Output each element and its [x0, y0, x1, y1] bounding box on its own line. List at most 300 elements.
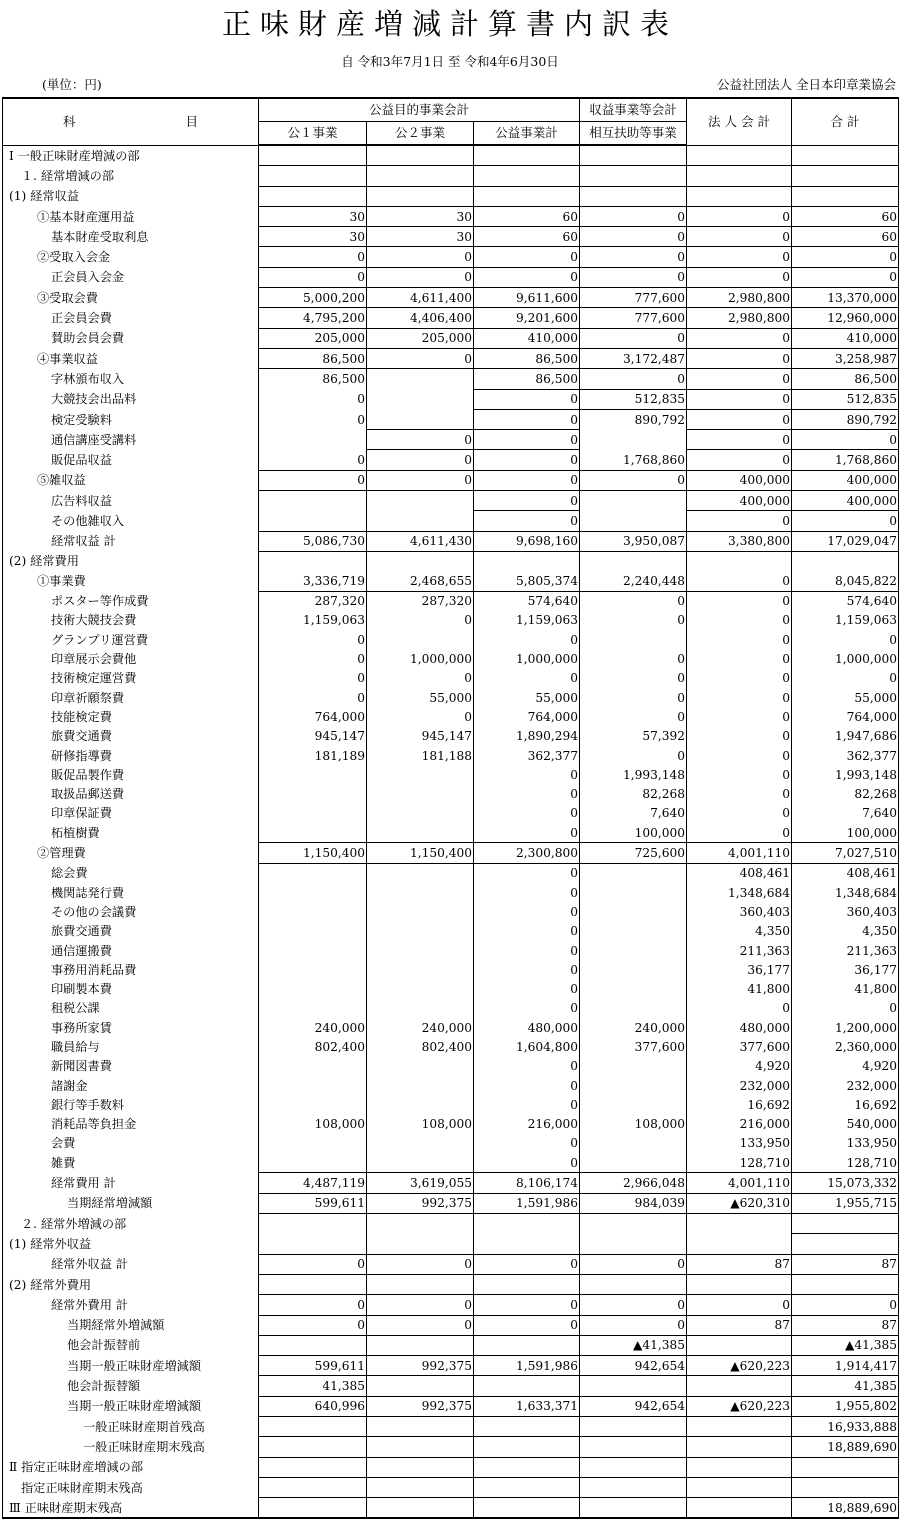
value-corporate-accounting — [687, 166, 792, 186]
value-public-business-total: 0 — [474, 999, 580, 1018]
value-public-business-2: 55,000 — [367, 688, 474, 707]
value-public-business-total — [474, 145, 580, 166]
value-public-business-1 — [259, 765, 367, 784]
value-public-business-total: 0 — [474, 267, 580, 287]
value-grand-total: 87 — [792, 1315, 899, 1335]
value-public-business-2 — [367, 979, 474, 998]
value-corporate-accounting: 0 — [687, 348, 792, 368]
value-public-business-2 — [367, 863, 474, 883]
value-public-business-2: 0 — [367, 470, 474, 490]
account-label: 通信運搬費 — [3, 941, 259, 960]
account-label: 経常外収益 計 — [3, 1254, 259, 1274]
value-mutual-aid-business — [580, 1214, 687, 1234]
value-grand-total: 87 — [792, 1254, 899, 1274]
value-corporate-accounting — [687, 145, 792, 166]
value-public-business-1: 30 — [259, 206, 367, 226]
value-mutual-aid-business — [580, 1498, 687, 1519]
table-row — [3, 630, 899, 649]
account-label: 銀行等手数料 — [3, 1095, 259, 1114]
value-public-business-2: 0 — [367, 1295, 474, 1315]
value-corporate-accounting: ▲620,310 — [687, 1193, 792, 1213]
value-public-business-2 — [367, 785, 474, 804]
account-label: 会費 — [3, 1134, 259, 1153]
value-corporate-accounting: 360,403 — [687, 902, 792, 921]
table-row — [3, 669, 899, 688]
value-corporate-accounting: 0 — [687, 669, 792, 688]
value-mutual-aid-business: 0 — [580, 470, 687, 490]
value-mutual-aid-business — [580, 1274, 687, 1294]
value-corporate-accounting: 0 — [687, 389, 792, 409]
value-public-business-2: 0 — [367, 450, 474, 470]
value-public-business-1 — [259, 999, 367, 1018]
value-public-business-2: 0 — [367, 247, 474, 267]
table-row — [3, 145, 899, 166]
value-public-business-1 — [259, 1057, 367, 1076]
value-public-business-1: 599,611 — [259, 1356, 367, 1376]
organization-name: 公益社団法人 全日本印章業協会 — [717, 77, 896, 92]
value-mutual-aid-business: 0 — [580, 611, 687, 630]
value-public-business-2 — [367, 1457, 474, 1477]
value-corporate-accounting: 4,920 — [687, 1057, 792, 1076]
value-public-business-1: 240,000 — [259, 1018, 367, 1037]
value-public-business-2: 0 — [367, 611, 474, 630]
account-label: ⑤雑収益 — [3, 470, 259, 490]
value-public-business-total — [474, 1498, 580, 1519]
value-public-business-2 — [367, 1095, 474, 1114]
value-public-business-total: 1,159,063 — [474, 611, 580, 630]
table-row — [3, 1057, 899, 1076]
value-public-business-total: 0 — [474, 430, 580, 450]
value-public-business-1 — [259, 491, 367, 511]
value-corporate-accounting: 0 — [687, 727, 792, 746]
value-public-business-2 — [367, 409, 474, 429]
account-label: 当期経常外増減額 — [3, 1315, 259, 1335]
value-grand-total: 1,955,802 — [792, 1396, 899, 1416]
value-public-business-total: 86,500 — [474, 348, 580, 368]
value-public-business-1 — [259, 511, 367, 531]
table-row — [3, 491, 899, 511]
table-row — [3, 409, 899, 429]
value-public-business-2 — [367, 511, 474, 531]
table-row — [3, 979, 899, 998]
value-grand-total: 211,363 — [792, 941, 899, 960]
value-public-business-total: 0 — [474, 922, 580, 941]
value-corporate-accounting: 0 — [687, 571, 792, 591]
value-mutual-aid-business: 0 — [580, 649, 687, 668]
value-public-business-2 — [367, 1498, 474, 1519]
value-public-business-2: 4,611,430 — [367, 531, 474, 551]
value-public-business-2: 1,150,400 — [367, 843, 474, 863]
account-label: 印章祈願祭費 — [3, 688, 259, 707]
account-label: 新聞図書費 — [3, 1057, 259, 1076]
value-corporate-accounting: 0 — [687, 450, 792, 470]
value-public-business-1: 599,611 — [259, 1193, 367, 1213]
account-label: (1) 経常収益 — [3, 186, 259, 206]
header-corporate-accounting: 法 人 会 計 — [687, 98, 792, 145]
value-mutual-aid-business — [580, 1153, 687, 1173]
value-public-business-1 — [259, 922, 367, 941]
table-row — [3, 823, 899, 843]
value-corporate-accounting — [687, 1437, 792, 1457]
value-public-business-2 — [367, 823, 474, 843]
value-public-business-2: 4,406,400 — [367, 308, 474, 328]
table-row — [3, 1437, 899, 1457]
account-label: (2) 経常外費用 — [3, 1274, 259, 1294]
value-corporate-accounting: 0 — [687, 785, 792, 804]
value-mutual-aid-business — [580, 186, 687, 206]
value-grand-total: 60 — [792, 206, 899, 226]
value-grand-total: 41,385 — [792, 1376, 899, 1396]
value-public-business-total: 480,000 — [474, 1018, 580, 1037]
value-public-business-2 — [367, 999, 474, 1018]
value-grand-total: 55,000 — [792, 688, 899, 707]
value-mutual-aid-business: 942,654 — [580, 1396, 687, 1416]
value-grand-total: ▲41,385 — [792, 1335, 899, 1355]
account-label: 職員給与 — [3, 1037, 259, 1056]
value-mutual-aid-business — [580, 551, 687, 571]
value-corporate-accounting: 87 — [687, 1315, 792, 1335]
value-grand-total: 8,045,822 — [792, 571, 899, 591]
value-public-business-1 — [259, 902, 367, 921]
value-mutual-aid-business — [580, 883, 687, 902]
value-corporate-accounting: 133,950 — [687, 1134, 792, 1153]
table-row — [3, 688, 899, 707]
account-label: 正会員会費 — [3, 308, 259, 328]
account-label: 指定正味財産期末残高 — [3, 1477, 259, 1497]
header-revenue-business-group: 収益事業等会計 — [580, 98, 687, 122]
value-public-business-1: 3,336,719 — [259, 571, 367, 591]
value-grand-total: 1,947,686 — [792, 727, 899, 746]
value-public-business-2: 0 — [367, 348, 474, 368]
value-mutual-aid-business: 0 — [580, 247, 687, 267]
table-row — [3, 348, 899, 368]
table-row — [3, 571, 899, 591]
value-public-business-2: 0 — [367, 669, 474, 688]
value-public-business-total: 764,000 — [474, 707, 580, 726]
value-public-business-2 — [367, 551, 474, 571]
value-grand-total: 12,960,000 — [792, 308, 899, 328]
value-mutual-aid-business — [580, 430, 687, 450]
account-label: 機関誌発行費 — [3, 883, 259, 902]
value-public-business-1: 0 — [259, 1254, 367, 1274]
account-label: 旅費交通費 — [3, 727, 259, 746]
account-label: 当期経常増減額 — [3, 1193, 259, 1213]
value-corporate-accounting: 16,692 — [687, 1095, 792, 1114]
header-public-interest-group: 公益目的事業会計 — [259, 98, 580, 122]
table-row — [3, 186, 899, 206]
account-label: 技術検定運営費 — [3, 669, 259, 688]
value-public-business-2: 30 — [367, 227, 474, 247]
value-public-business-1 — [259, 551, 367, 571]
account-label: １. 経常増減の部 — [3, 166, 259, 186]
value-public-business-2: 0 — [367, 267, 474, 287]
value-public-business-total: 0 — [474, 804, 580, 823]
value-public-business-total: 9,611,600 — [474, 288, 580, 308]
table-row — [3, 267, 899, 287]
account-label: ①基本財産運用益 — [3, 206, 259, 226]
table-row — [3, 1457, 899, 1477]
value-public-business-1: 181,189 — [259, 746, 367, 765]
account-label: ①事業費 — [3, 571, 259, 591]
value-public-business-1: 0 — [259, 1315, 367, 1335]
header-mutual-aid-business: 相互扶助等事業 — [580, 122, 687, 146]
table-row — [3, 1315, 899, 1335]
value-public-business-total: 5,805,374 — [474, 571, 580, 591]
value-public-business-2 — [367, 389, 474, 409]
value-public-business-1: 0 — [259, 1295, 367, 1315]
table-row — [3, 649, 899, 668]
table-row — [3, 804, 899, 823]
value-public-business-1 — [259, 941, 367, 960]
value-corporate-accounting: 0 — [687, 707, 792, 726]
value-public-business-1 — [259, 1417, 367, 1437]
value-grand-total: 36,177 — [792, 960, 899, 979]
value-mutual-aid-business: 0 — [580, 591, 687, 611]
account-label: 賛助会員会費 — [3, 328, 259, 348]
value-public-business-total: 60 — [474, 227, 580, 247]
value-mutual-aid-business — [580, 511, 687, 531]
value-grand-total — [792, 1214, 899, 1234]
value-grand-total: 1,000,000 — [792, 649, 899, 668]
value-public-business-total: 0 — [474, 1076, 580, 1095]
value-public-business-1 — [259, 1076, 367, 1095]
value-corporate-accounting: 480,000 — [687, 1018, 792, 1037]
value-public-business-1 — [259, 960, 367, 979]
value-grand-total: 0 — [792, 430, 899, 450]
account-label: 雑費 — [3, 1153, 259, 1173]
value-mutual-aid-business: 2,966,048 — [580, 1173, 687, 1193]
value-grand-total — [792, 186, 899, 206]
value-grand-total: 7,027,510 — [792, 843, 899, 863]
account-label: ④事業収益 — [3, 348, 259, 368]
value-grand-total: 1,200,000 — [792, 1018, 899, 1037]
value-mutual-aid-business — [580, 902, 687, 921]
value-grand-total: 3,258,987 — [792, 348, 899, 368]
value-grand-total: 100,000 — [792, 823, 899, 843]
header-account-title — [3, 98, 259, 145]
table-row — [3, 1214, 899, 1234]
value-grand-total: 574,640 — [792, 591, 899, 611]
value-mutual-aid-business: 0 — [580, 369, 687, 389]
value-public-business-2: 3,619,055 — [367, 1173, 474, 1193]
table-row — [3, 591, 899, 611]
account-label: 一般正味財産期末残高 — [3, 1437, 259, 1457]
account-label: 印章保証費 — [3, 804, 259, 823]
value-public-business-2: 240,000 — [367, 1018, 474, 1037]
value-mutual-aid-business: 100,000 — [580, 823, 687, 843]
value-public-business-1 — [259, 1498, 367, 1519]
value-mutual-aid-business: 2,240,448 — [580, 571, 687, 591]
value-grand-total: 1,955,715 — [792, 1193, 899, 1213]
value-public-business-2 — [367, 804, 474, 823]
value-grand-total: 128,710 — [792, 1153, 899, 1173]
value-corporate-accounting: 0 — [687, 765, 792, 784]
account-label: 当期一般正味財産増減額 — [3, 1356, 259, 1376]
value-public-business-2: 4,611,400 — [367, 288, 474, 308]
table-row — [3, 1396, 899, 1416]
value-public-business-total: 1,591,986 — [474, 1193, 580, 1213]
value-public-business-1: 5,086,730 — [259, 531, 367, 551]
value-grand-total: 16,692 — [792, 1095, 899, 1114]
value-public-business-total: 0 — [474, 1254, 580, 1274]
value-public-business-1: 0 — [259, 409, 367, 429]
account-label: (2) 経常費用 — [3, 551, 259, 571]
value-grand-total: 764,000 — [792, 707, 899, 726]
value-mutual-aid-business: 0 — [580, 746, 687, 765]
value-public-business-2: 1,000,000 — [367, 649, 474, 668]
account-label: (1) 経常外収益 — [3, 1234, 259, 1254]
value-grand-total: 41,800 — [792, 979, 899, 998]
value-public-business-1 — [259, 166, 367, 186]
table-row — [3, 1018, 899, 1037]
value-mutual-aid-business — [580, 941, 687, 960]
value-public-business-2: 0 — [367, 1315, 474, 1335]
value-grand-total: 2,360,000 — [792, 1037, 899, 1056]
table-row — [3, 941, 899, 960]
value-mutual-aid-business — [580, 1134, 687, 1153]
value-grand-total: 13,370,000 — [792, 288, 899, 308]
account-label: その他の会議費 — [3, 902, 259, 921]
value-grand-total — [792, 1477, 899, 1497]
value-public-business-1 — [259, 823, 367, 843]
value-corporate-accounting — [687, 186, 792, 206]
value-public-business-1: 287,320 — [259, 591, 367, 611]
account-label: 広告料収益 — [3, 491, 259, 511]
account-label: 他会計振替額 — [3, 1376, 259, 1396]
value-public-business-2: 30 — [367, 206, 474, 226]
value-grand-total: 82,268 — [792, 785, 899, 804]
value-public-business-2: 205,000 — [367, 328, 474, 348]
value-grand-total: 512,835 — [792, 389, 899, 409]
value-public-business-1 — [259, 1457, 367, 1477]
value-public-business-1: 0 — [259, 450, 367, 470]
value-public-business-total: 0 — [474, 1153, 580, 1173]
currency-unit: (単位：円) — [42, 77, 102, 92]
value-grand-total: 1,914,417 — [792, 1356, 899, 1376]
value-public-business-2 — [367, 145, 474, 166]
value-public-business-1: 640,996 — [259, 1396, 367, 1416]
value-grand-total: 18,889,690 — [792, 1437, 899, 1457]
value-public-business-total — [474, 1477, 580, 1497]
value-mutual-aid-business: 777,600 — [580, 308, 687, 328]
value-mutual-aid-business — [580, 999, 687, 1018]
value-public-business-1: 1,159,063 — [259, 611, 367, 630]
value-public-business-1 — [259, 1335, 367, 1355]
value-corporate-accounting — [687, 1376, 792, 1396]
account-label: 検定受験料 — [3, 409, 259, 429]
value-corporate-accounting: 2,980,800 — [687, 288, 792, 308]
table-row — [3, 843, 899, 863]
value-public-business-1: 0 — [259, 649, 367, 668]
value-public-business-total: 55,000 — [474, 688, 580, 707]
value-corporate-accounting: 0 — [687, 206, 792, 226]
value-grand-total: 15,073,332 — [792, 1173, 899, 1193]
value-public-business-total: 1,633,371 — [474, 1396, 580, 1416]
value-mutual-aid-business: 0 — [580, 1315, 687, 1335]
value-grand-total: 4,350 — [792, 922, 899, 941]
header-account-title-a: 科 — [63, 113, 76, 129]
account-label: ②管理費 — [3, 843, 259, 863]
value-public-business-total: 1,604,800 — [474, 1037, 580, 1056]
value-public-business-total: 0 — [474, 491, 580, 511]
value-grand-total: 1,993,148 — [792, 765, 899, 784]
value-public-business-total: 0 — [474, 823, 580, 843]
value-grand-total: 1,768,860 — [792, 450, 899, 470]
value-grand-total: 408,461 — [792, 863, 899, 883]
value-corporate-accounting: ▲620,223 — [687, 1356, 792, 1376]
value-public-business-2 — [367, 186, 474, 206]
value-grand-total: 4,920 — [792, 1057, 899, 1076]
value-public-business-total: 0 — [474, 470, 580, 490]
value-corporate-accounting — [687, 1335, 792, 1355]
value-public-business-2 — [367, 1437, 474, 1457]
table-row — [3, 1498, 899, 1519]
value-public-business-total — [474, 551, 580, 571]
value-mutual-aid-business — [580, 1477, 687, 1497]
account-label: 基本財産受取利息 — [3, 227, 259, 247]
account-label: 柘植樹費 — [3, 823, 259, 843]
value-public-business-total: 8,106,174 — [474, 1173, 580, 1193]
value-corporate-accounting: 400,000 — [687, 470, 792, 490]
value-corporate-accounting: 0 — [687, 409, 792, 429]
value-public-business-2 — [367, 1234, 474, 1254]
value-public-business-total — [474, 1417, 580, 1437]
value-public-business-2 — [367, 1376, 474, 1396]
value-public-business-2 — [367, 1417, 474, 1437]
value-mutual-aid-business: 890,792 — [580, 409, 687, 429]
table-row — [3, 1037, 899, 1056]
value-mutual-aid-business: 0 — [580, 1295, 687, 1315]
value-corporate-accounting: 0 — [687, 746, 792, 765]
value-mutual-aid-business — [580, 1417, 687, 1437]
account-label: Ⅱ 指定正味財産増減の部 — [3, 1457, 259, 1477]
table-row — [3, 1295, 899, 1315]
account-label: ②受取入会金 — [3, 247, 259, 267]
value-mutual-aid-business — [580, 1457, 687, 1477]
value-public-business-2: 0 — [367, 1254, 474, 1274]
value-mutual-aid-business: 82,268 — [580, 785, 687, 804]
table-row — [3, 922, 899, 941]
value-corporate-accounting — [687, 1457, 792, 1477]
value-mutual-aid-business: 7,640 — [580, 804, 687, 823]
value-public-business-total: 0 — [474, 511, 580, 531]
value-public-business-total — [474, 1437, 580, 1457]
account-label: Ⅲ 正味財産期末残高 — [3, 1498, 259, 1519]
value-corporate-accounting: 87 — [687, 1254, 792, 1274]
value-grand-total: 1,159,063 — [792, 611, 899, 630]
value-public-business-2: 2,468,655 — [367, 571, 474, 591]
value-mutual-aid-business — [580, 145, 687, 166]
table-row — [3, 1477, 899, 1497]
statement-table — [2, 97, 899, 1519]
value-corporate-accounting: 4,350 — [687, 922, 792, 941]
value-public-business-total — [474, 1234, 580, 1254]
value-public-business-1 — [259, 883, 367, 902]
account-label: ポスター等作成費 — [3, 591, 259, 611]
value-public-business-1: 0 — [259, 630, 367, 649]
value-public-business-1 — [259, 430, 367, 450]
header-public-business-1: 公１事業 — [259, 122, 367, 146]
table-row — [3, 1193, 899, 1213]
value-public-business-total: 86,500 — [474, 369, 580, 389]
value-public-business-total: 0 — [474, 409, 580, 429]
value-corporate-accounting: 128,710 — [687, 1153, 792, 1173]
value-corporate-accounting: 36,177 — [687, 960, 792, 979]
table-row — [3, 1173, 899, 1193]
value-public-business-2 — [367, 883, 474, 902]
value-corporate-accounting: 232,000 — [687, 1076, 792, 1095]
value-grand-total: 18,889,690 — [792, 1498, 899, 1519]
